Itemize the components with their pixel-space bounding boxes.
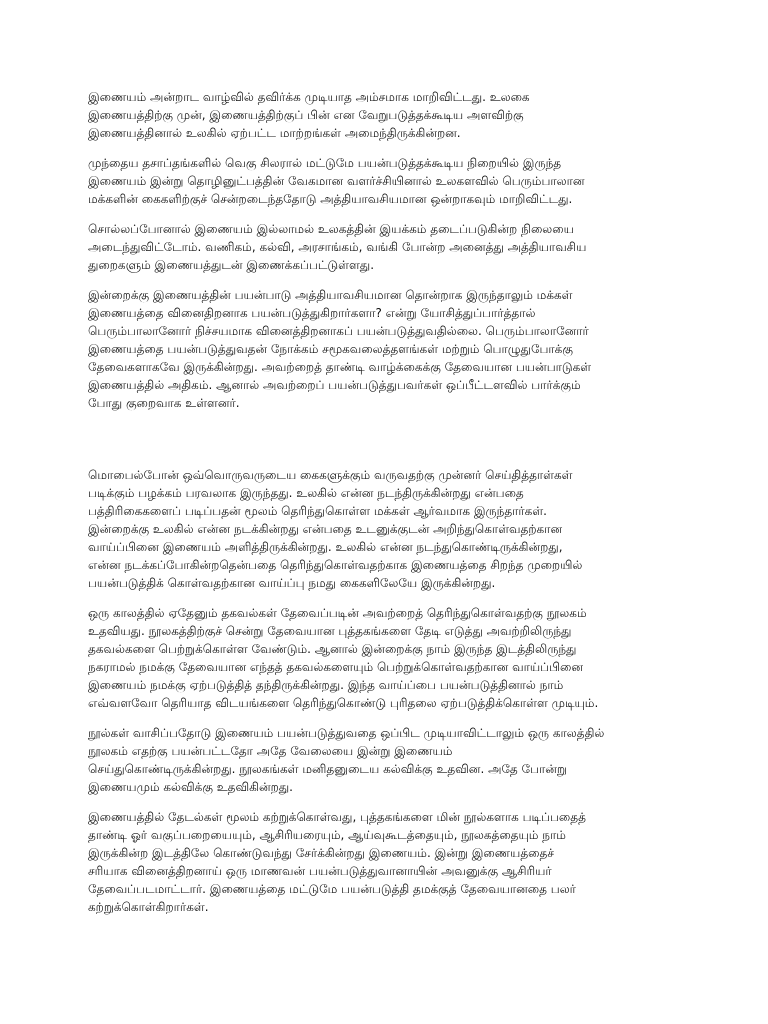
paragraph-2: முந்தைய தசாப்தங்களில் வெகு சிலரால் மட்டுமே பயன்படுத்தக்கூடிய நிறையில் இருந்த இணையம் இன்று தொழினுட்பத்தின் வேகமான வளர்ச்சியினால் உலகளவில் பெரும்பாலான மக்களின் கைகளிற்குச் சென்றடைந்ததோடு அத்தியாவசியமான ஒன்றாகவும் மாறிவிட்டது.: [88, 156, 585, 206]
paragraph-7: நூல்கள் வாசிப்பதோடு இணையம் பயன்படுத்துவதை ஒப்பிட முடியாவிட்டாலும் ஒரு காலத்தில் நூலகம் எதற்கு பயன்பட்டதோ அதே வேலையை இன்று இணையம் செய்துகொண்டிருக்கின்றது. நூலகங்கள் மனிதனுடைய கல்விக்கு உதவின. அதே போன்று இணையமும் கல்விக்கு உதவிகின்றது.: [88, 726, 605, 794]
document-page: [88, 88, 688, 928]
paragraph-6: ஒரு காலத்தில் ஏதேனும் தகவல்கள் தேவைப்படின் அவற்றைத் தெரிந்துகொள்வதற்கு நூலகம் உதவியது. நூலகத்திற்குச் சென்று தேவையான புத்தகங்களை தேடி எடுத்து அவற்றிலிருந்து தகவல்களை பெற்றுக்கொள்ள வேண்டும். ஆனால் இன்றைக்கு நாம் இருந்த இடத்திலிருந்து நகராமல் நமக்கு தேவையான எந்தத் தகவல்களையும் பெற்றுக்கொள்வதற்கான வாய்ப்பினை இணையம் நமக்கு ஏற்படுத்தித் தந்திருக்கின்றது. இந்த வாய்ப்பை பயன்படுத்தினால் நாம் எவ்வளவோ தெரியாத விடயங்களை தெரிந்துகொண்டு புரிதலை ஏற்படுத்திக்கொள்ள முடியும்.: [88, 606, 599, 710]
paragraph-3: சொல்லப்போனால் இணையம் இல்லாமல் உலகத்தின் இயக்கம் தடைப்படுகின்ற நிலையை அடைந்துவிட்டோம். வணிகம், கல்வி, அரசாங்கம், வங்கி போன்ற அனைத்து அத்தியாவசிய துறைகளும் இணையத்துடன் இணைக்கப்பட்டுள்ளது.: [88, 222, 587, 272]
section-gap: [88, 424, 688, 466]
paragraph-1: இணையம் அன்றாட வாழ்வில் தவிர்க்க முடியாத அம்சமாக மாறிவிட்டது. உலகை இணையத்திற்கு முன், இணையத்திற்குப் பின் என வேறுபடுத்தக்கூடிய அளவிற்கு இணையத்தினால் உலகில் ஏற்பட்ட மாற்றங்கள் அமைந்திருக்கின்றன.: [88, 90, 530, 140]
paragraph-5: மொபைல்போன் ஒவ்வொருவருடைய கைகளுக்கும் வருவதற்கு முன்னர் செய்தித்தாள்கள் படிக்கும் பழக்கம் பரவலாக இருந்தது. உலகில் என்ன நடந்திருக்கின்றது என்பதை பத்திரிகைகளைப் படிப்பதன் மூலம் தெரிந்துகொள்ள மக்கள் ஆர்வமாக இருந்தார்கள். இன்றைக்கு உலகில் என்ன நடக்கின்றது என்பதை உடனுக்குடன் அறிந்துகொள்வதற்கான வாய்ப்பினை இணையம் அளித்திருக்கின்றது. உலகில் என்ன நடந்துகொண்டிருக்கின்றது, என்ன நடக்கப்போகின்றதென்பதை தெரிந்துகொள்வதற்காக இணையத்தை சிறந்த முறையில் பயன்படுத்திக் கொள்வதற்கான வாய்ப்பு நமது கைகளிலேயே இருக்கின்றது.: [88, 468, 583, 590]
paragraph-8: இணையத்தில் தேடல்கள் மூலம் கற்றுக்கொள்வது, புத்தகங்களை மின் நூல்களாக படிப்பதைத் தாண்டி ஓர் வகுப்பறையையும், ஆசிரியரையும், ஆய்வுகூடத்தையும், நூலகத்தையும் நாம் இருக்கின்ற இடத்திலே கொண்டுவந்து சேர்க்கின்றது இணையம். இன்று இணையத்தைச் சரியாக வினைத்திறனாய் ஒரு மாணவன் பயன்படுத்துவானாயின் அவனுக்கு ஆசிரியர் தேவைப்படமாட்டார். இணையத்தை மட்டுமே பயன்படுத்தி தமக்குத் தேவையானதை பலர் கற்றுக்கொள்கிறார்கள்.: [88, 810, 586, 914]
paragraph-4: இன்றைக்கு இணையத்தின் பயன்பாடு அத்தியாவசியமான தொன்றாக இருந்தாலும் மக்கள் இணையத்தை வினைதிறனாக பயன்படுத்துகிறார்களா? என்று யோசித்துப்பார்த்தால் பெரும்பாலானோர் நிச்சயமாக வினைத்திறனாகப் பயன்படுத்துவதில்லை. பெரும்பாலானோர் இணையத்தை பயன்படுத்துவதன் நோக்கம் சமூகவலைத்தளங்கள் மற்றும் பொழுதுபோக்கு தேவைகளாகவே இருக்கின்றது. அவற்றைத் தாண்டி வாழ்க்கைக்கு தேவையான பயன்பாடுகள் இணையத்தில் அதிகம். ஆனால் அவற்றைப் பயன்படுத்துபவர்கள் ஒப்பீட்டளவில் பார்க்கும் போது குறைவாக உள்ளனர்.: [88, 288, 592, 410]
